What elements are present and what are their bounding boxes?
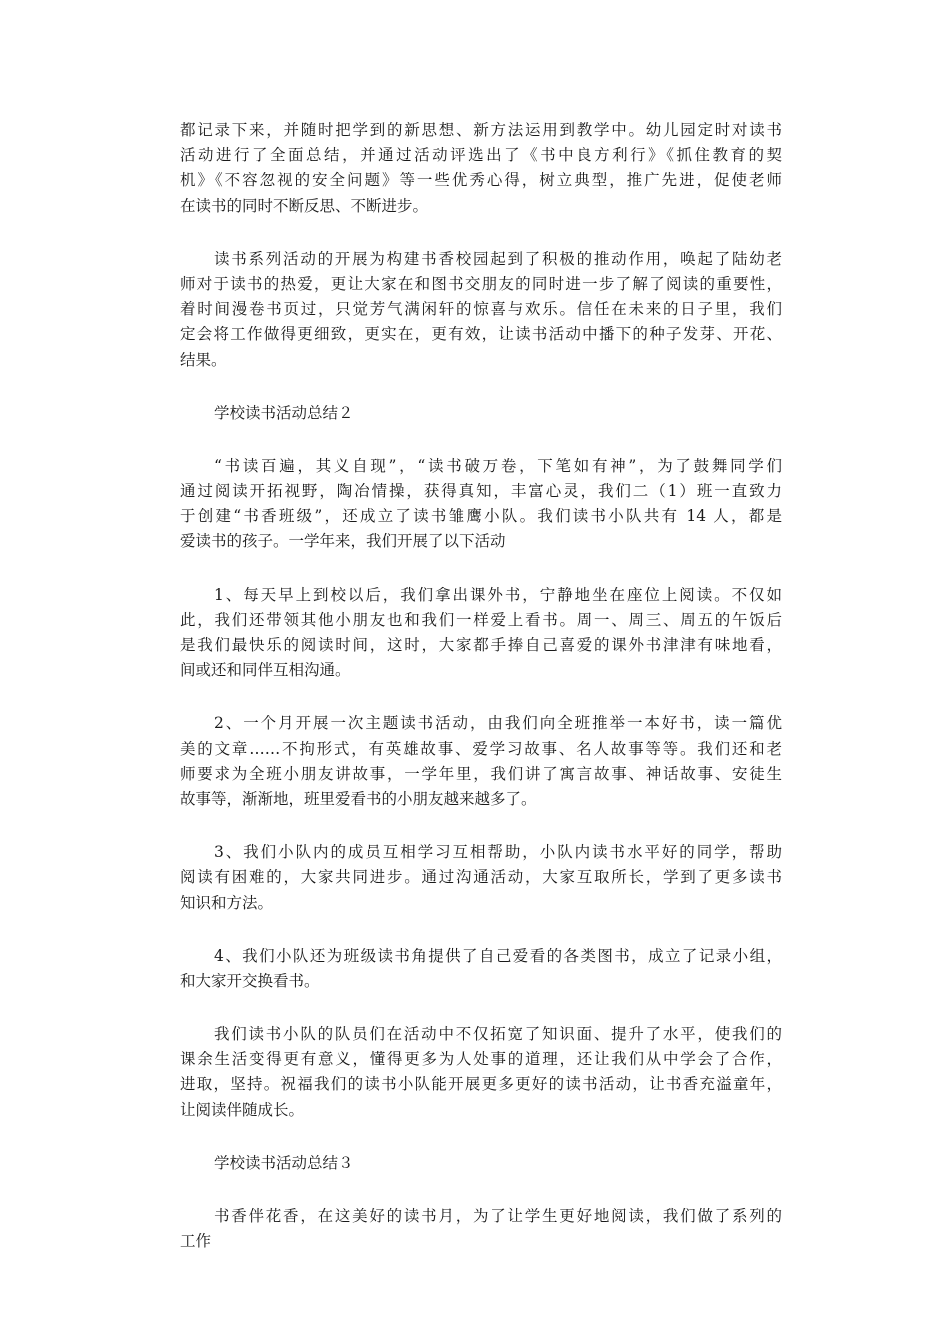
paragraph-line: 故事等，渐渐地，班里爱看书的小朋友越来越多了。 (180, 789, 537, 808)
heading-text: 学校读书活动总结３ (214, 1153, 354, 1172)
paragraph-line: “书读百遍，其义自现”，“读书破万卷，下笔如有神”，为了鼓舞同学们 (214, 456, 782, 475)
section-heading (180, 1151, 782, 1176)
paragraph (180, 711, 782, 812)
paragraph-line: 和大家开交换看书。 (180, 971, 320, 990)
paragraph-line: 机》《不容忽视的安全问题》等一些优秀心得，树立典型，推广先进，促使老师 (180, 171, 782, 190)
paragraph (180, 840, 782, 916)
paragraph-line: 4、我们小队还为班级读书角提供了自己爱看的各类图书，成立了记录小组， (214, 946, 782, 965)
paragraph-line: 2、一个月开展一次主题读书活动，由我们向全班推举一本好书，读一篇优 (214, 714, 782, 733)
paragraph-line: 工作 (180, 1232, 212, 1251)
paragraph-line: 课余生活变得更有意义，懂得更多为人处事的道理，还让我们从中学会了合作， (180, 1050, 782, 1069)
heading-text: 学校读书活动总结２ (214, 403, 354, 422)
paragraph (180, 118, 782, 219)
paragraph-line: 通过阅读开拓视野，陶冶情操，获得真知，丰富心灵，我们二（1）班一直致力 (180, 482, 782, 501)
paragraph-line: 阅读有困难的，大家共同进步。通过沟通活动，大家互取所长，学到了更多读书 (180, 868, 782, 887)
paragraph-line: 美的文章……不拘形式，有英雄故事、爱学习故事、名人故事等等。我们还和老 (180, 739, 782, 758)
paragraph-line: 知识和方法。 (180, 893, 274, 912)
paragraph-line: 活动进行了全面总结，并通过活动评选出了《书中良方利行》《抓住教育的契 (180, 146, 782, 165)
paragraph-line: 于创建“书香班级”，还成立了读书雏鹰小队。我们读书小队共有 14 人，都是 (180, 507, 782, 526)
paragraph (180, 944, 782, 994)
paragraph-line: 结果。 (180, 350, 227, 369)
paragraph-line: 间或还和同伴互相沟通。 (180, 661, 351, 680)
paragraph-line: 爱读书的孩子。一学年来，我们开展了以下活动 (180, 532, 506, 551)
paragraph-line: 着时间漫卷书页过，只觉芳气满闲轩的惊喜与欢乐。信任在未来的日子里，我们 (180, 300, 782, 319)
paragraph-line: 我们读书小队的队员们在活动中不仅拓宽了知识面、提升了水平，使我们的 (214, 1025, 782, 1044)
paragraph-line: 定会将工作做得更细致，更实在，更有效，让读书活动中播下的种子发芽、开花、 (180, 325, 782, 344)
paragraph (180, 583, 782, 684)
paragraph-line: 书香伴花香，在这美好的读书月，为了让学生更好地阅读，我们做了系列的 (214, 1207, 782, 1225)
paragraph (180, 247, 782, 373)
paragraph-line: 师要求为全班小朋友讲故事，一学年里，我们讲了寓言故事、神话故事、安徒生 (180, 764, 782, 783)
paragraph-line: 1、每天早上到校以后，我们拿出课外书，宁静地坐在座位上阅读。不仅如 (214, 585, 782, 604)
paragraph (180, 1022, 782, 1123)
paragraph-line: 进取，坚持。祝福我们的读书小队能开展更多更好的读书活动，让书香充溢童年， (180, 1075, 782, 1094)
paragraph-line: 3、我们小队内的成员互相学习互相帮助，小队内读书水平好的同学，帮助 (214, 843, 782, 862)
document-body (180, 118, 782, 1282)
paragraph-line: 读书系列活动的开展为构建书香校园起到了积极的推动作用，唤起了陆幼老 (214, 249, 782, 268)
paragraph-line: 在读书的同时不断反思、不断进步。 (180, 196, 429, 215)
paragraph (180, 1204, 782, 1254)
paragraph-line: 此，我们还带领其他小朋友也和我们一样爱上看书。周一、周三、周五的午饭后 (180, 610, 782, 629)
paragraph-line: 师对于读书的热爱，更让大家在和图书交朋友的同时进一步了解了阅读的重要性， (180, 274, 782, 293)
section-heading (180, 401, 782, 426)
paragraph-line: 是我们最快乐的阅读时间，这时，大家都手捧自己喜爱的课外书津津有味地看， (180, 636, 782, 654)
paragraph-line: 让阅读伴随成长。 (180, 1100, 305, 1119)
paragraph-line: 都记录下来，并随时把学到的新思想、新方法运用到教学中。幼儿园定时对读书 (180, 121, 782, 139)
paragraph (180, 454, 782, 555)
